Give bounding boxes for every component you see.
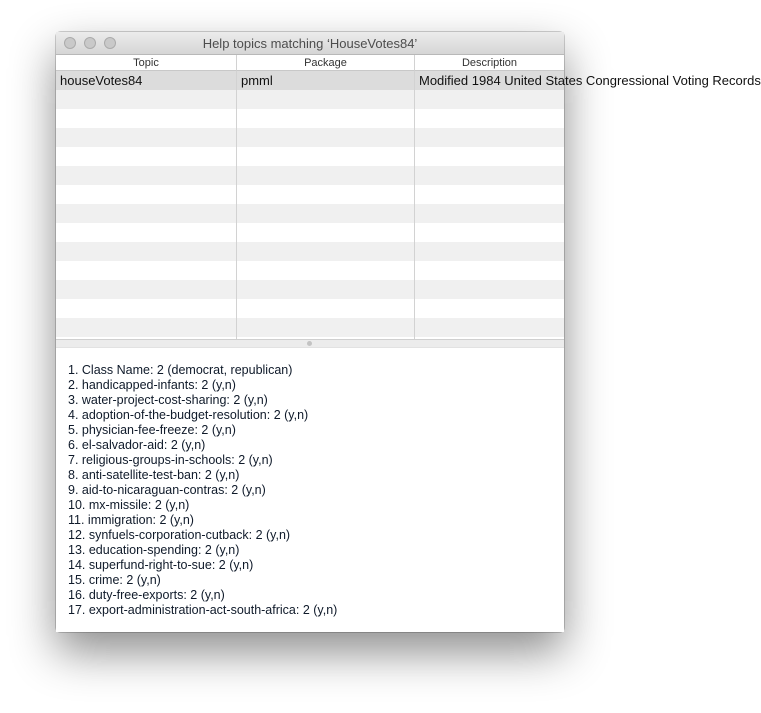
attribute-line: 7. religious-groups-in-schools: 2 (y,n) <box>68 453 273 467</box>
topic-cell: houseVotes84 <box>56 71 237 90</box>
empty-table-row <box>56 204 564 223</box>
title-bar[interactable] <box>56 32 564 55</box>
empty-table-row <box>56 90 564 109</box>
help-topics-table[interactable] <box>56 55 761 349</box>
table-row[interactable] <box>56 71 761 90</box>
attribute-line: 17. export-administration-act-south-africa: 2 (y,n) <box>68 603 338 617</box>
attribute-line: 14. superfund-right-to-sue: 2 (y,n) <box>68 558 254 572</box>
attribute-line: 12. synfuels-corporation-cutback: 2 (y,n) <box>68 528 291 542</box>
window-title: Help topics matching ‘HouseVotes84’ <box>202 36 418 51</box>
attribute-line: 15. crime: 2 (y,n) <box>68 573 161 587</box>
empty-table-row <box>56 109 564 128</box>
empty-table-row <box>56 185 564 204</box>
empty-table-row <box>56 318 564 337</box>
column-header-package[interactable]: Package <box>237 55 415 71</box>
column-header-topic[interactable]: Topic <box>56 55 237 71</box>
attribute-line: 5. physician-fee-freeze: 2 (y,n) <box>68 423 236 437</box>
attribute-line: 4. adoption-of-the-budget-resolution: 2 (y,n) <box>68 408 309 422</box>
empty-table-row <box>56 128 564 147</box>
help-detail-pane[interactable] <box>56 348 564 632</box>
attribute-line: 10. mx-missile: 2 (y,n) <box>68 498 190 512</box>
empty-table-row <box>56 299 564 318</box>
help-topics-window <box>56 32 761 632</box>
description-cell: Modified 1984 United States Congressional Voting Records <box>419 73 761 88</box>
attribute-line: 16. duty-free-exports: 2 (y,n) <box>68 588 225 602</box>
package-cell: pmml <box>237 71 415 90</box>
divider-grip-icon <box>307 341 312 346</box>
split-view-divider[interactable] <box>56 339 564 348</box>
attribute-line: 1. Class Name: 2 (democrat, republican) <box>68 363 293 377</box>
attribute-line: 9. aid-to-nicaraguan-contras: 2 (y,n) <box>68 483 266 497</box>
empty-table-row <box>56 261 564 280</box>
attribute-line: 2. handicapped-infants: 2 (y,n) <box>68 378 236 392</box>
empty-table-row <box>56 242 564 261</box>
attribute-line: 8. anti-satellite-test-ban: 2 (y,n) <box>68 468 240 482</box>
attribute-list <box>56 348 564 618</box>
attribute-line: 3. water-project-cost-sharing: 2 (y,n) <box>68 393 268 407</box>
attribute-line: 13. education-spending: 2 (y,n) <box>68 543 240 557</box>
empty-table-row <box>56 147 564 166</box>
empty-table-row <box>56 166 564 185</box>
empty-table-row <box>56 223 564 242</box>
table-rows <box>56 71 761 375</box>
empty-table-row <box>56 280 564 299</box>
column-header-description[interactable]: Description <box>415 55 564 71</box>
attribute-line: 6. el-salvador-aid: 2 (y,n) <box>68 438 206 452</box>
attribute-line: 11. immigration: 2 (y,n) <box>68 513 194 527</box>
